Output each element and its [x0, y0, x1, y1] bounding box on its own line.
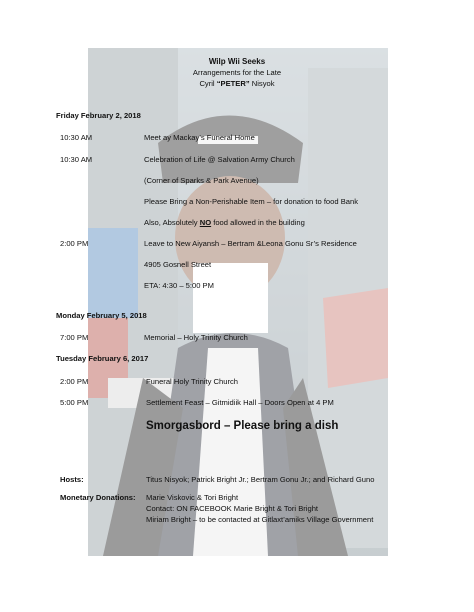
hosts-label: Hosts: — [60, 475, 84, 484]
row-text: Celebration of Life @ Salvation Army Church — [144, 155, 295, 164]
name-prefix: Cyril — [199, 79, 217, 88]
section-date-monday: Monday February 5, 2018 — [56, 311, 147, 320]
row-time: 5:00 PM — [60, 398, 89, 407]
row-text — [144, 219, 305, 228]
hosts-text: Titus Nisyok; Patrick Bright Jr.; Bertram Gonu Jr.; and Richard Guno — [146, 475, 375, 484]
row-text: 4905 Gosnell Street — [144, 260, 212, 269]
name-nickname: “PETER” — [216, 79, 250, 88]
section-date-tuesday: Tuesday February 6, 2017 — [56, 354, 149, 363]
document-subtitle: Arrangements for the Late — [192, 68, 282, 77]
row-text: (Corner of Sparks & Park Avenue) — [144, 176, 259, 185]
row-text-post: food allowed in the building — [211, 218, 305, 227]
row-text: ETA: 4:30 – 5:00 PM — [144, 281, 214, 290]
row-text: Memorial – Holy Trinity Church — [144, 333, 248, 342]
row-text: Funeral Holy Trinity Church — [146, 377, 238, 386]
row-time: 7:00 PM — [60, 333, 89, 342]
row-time: 10:30 AM — [60, 133, 93, 142]
row-text-emphasis: NO — [199, 218, 212, 227]
row-time: 2:00 PM — [60, 377, 89, 386]
row-text: Settlement Feast – Gitmidiik Hall – Doors Open at 4 PM — [146, 398, 334, 407]
name-suffix: Nisyok — [249, 79, 275, 88]
row-text: Please Bring a Non-Perishable Item – for donation to food Bank — [144, 197, 359, 206]
row-text-pre: Also, Absolutely — [144, 218, 200, 227]
row-time: 10:30 AM — [60, 155, 93, 164]
donation-line: Contact: ON FACEBOOK Marie Bright & Tori Bright — [146, 504, 319, 513]
donation-line: Miriam Bright – to be contacted at Gitlaxt’amiks Village Government — [146, 515, 374, 524]
donation-line: Marie Viskovic & Tori Bright — [146, 493, 239, 502]
row-time: 2:00 PM — [60, 239, 89, 248]
document-title: Wilp Wii Seeks — [208, 57, 266, 66]
deceased-name — [0, 80, 474, 89]
section-date-friday: Friday February 2, 2018 — [56, 111, 141, 120]
donations-label: Monetary Donations: — [60, 493, 136, 502]
row-text: Leave to New Aiyansh – Bertram &Leona Gonu Sr’s Residence — [144, 239, 357, 248]
highlight-notice: Smorgasbord – Please bring a dish — [146, 420, 339, 432]
row-text: Meet ay Mackay’s Funeral Home — [144, 133, 255, 142]
